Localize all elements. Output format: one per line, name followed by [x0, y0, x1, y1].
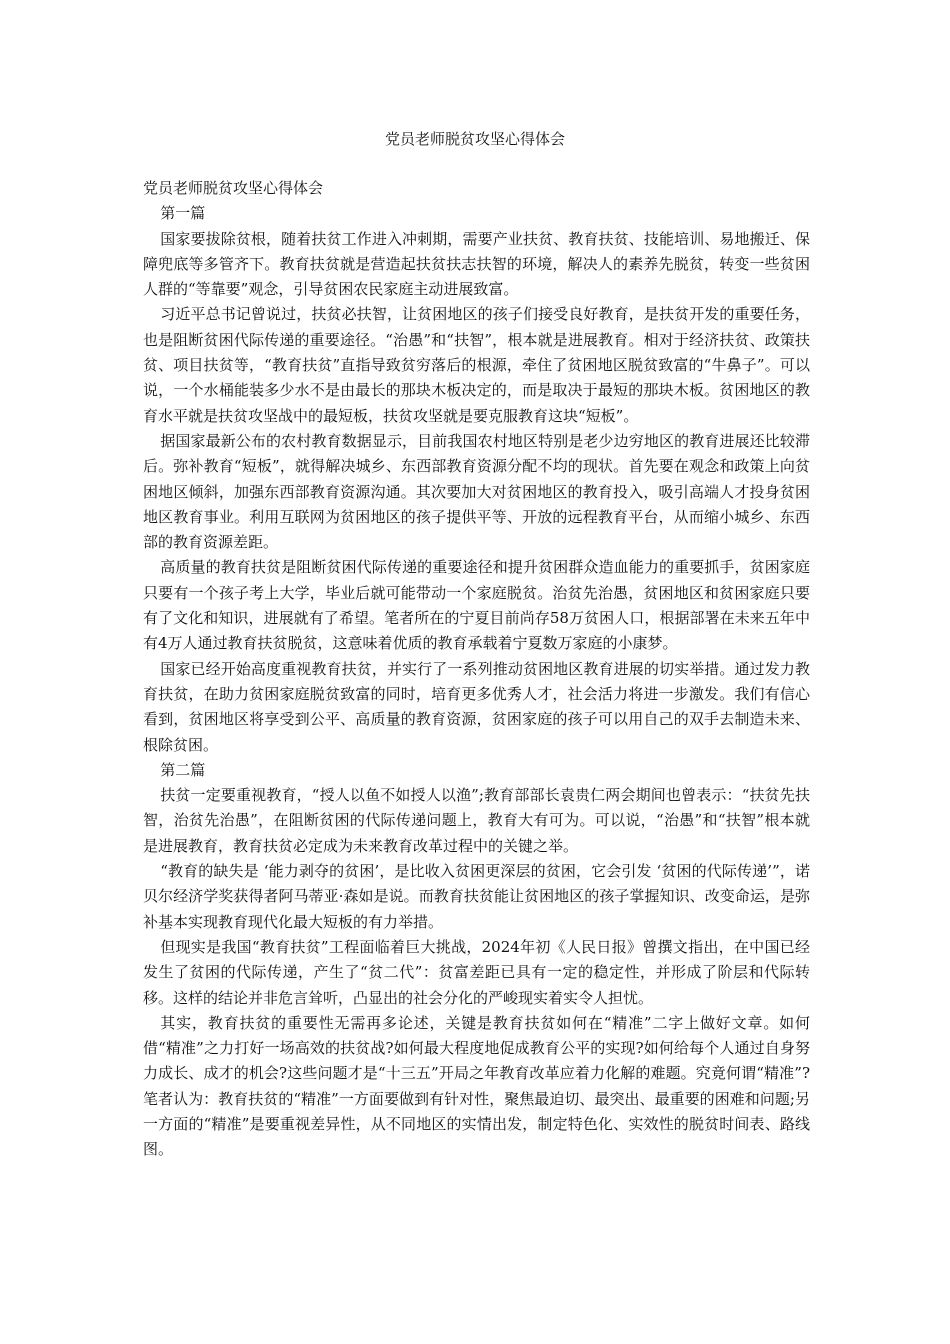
paragraph: “教育的缺失是 ‘能力剥夺的贫困’，是比收入贫困更深层的贫困，它会引发 ‘贫困的代际传递’”，诺贝尔经济学奖获得者阿马蒂亚·森如是说。而教育扶贫能让贫困地区的孩子掌握知识、改变命运，是弥补基本实现教育现代化最大短板的有力举措。	[143, 862, 810, 931]
paragraph: 高质量的教育扶贫是阻断贫困代际传递的重要途径和提升贫困群众造血能力的重要抓手，贫困家庭只要有一个孩子考上大学，毕业后就可能带动一个家庭脱贫。治贫先治愚，贫困地区和贫困家庭只要有了文化和知识，进展就有了希望。笔者所在的宁夏目前尚存58万贫困人口，根据部署在未来五年中有4万人通过教育扶贫脱贫，这意味着优质的教育承载着宁夏数万家庭的小康梦。	[143, 558, 810, 653]
paragraph: 国家要拔除贫根，随着扶贫工作进入冲刺期，需要产业扶贫、教育扶贫、技能培训、易地搬迁、保障兜底等多管齐下。教育扶贫就是营造起扶贫扶志扶智的环境，解决人的素养先脱贫，转变一些贫困人群的“等靠要”观念，引导贫困农民家庭主动进展致富。	[143, 229, 810, 299]
paragraph: 其实，教育扶贫的重要性无需再多论述，关键是教育扶贫如何在“精准”二字上做好文章。如何借“精准”之力打好一场高效的扶贫战?如何最大程度地促成教育公平的实现?如何给每个人通过自身努力成长、成才的机会?这些问题才是“十三五”开局之年教育改革应着力化解的难题。究竟何谓“精准”?笔者认为：教育扶贫的“精准”一方面要做到有针对性，聚焦最迫切、最突出、最重要的困难和问题;另一方面的“精准”是要重视差异性，从不同地区的实情出发，制定特色化、实效性的脱贫时间表、路线图。	[143, 1013, 810, 1159]
paragraph: 习近平总书记曾说过，扶贫必扶智，让贫困地区的孩子们接受良好教育，是扶贫开发的重要任务，也是阻断贫困代际传递的重要途径。“治愚”和“扶智”，根本就是进展教育。相对于经济扶贫、政策扶贫、项目扶贫等，“教育扶贫”直指导致贫穷落后的根源，牵住了贫困地区脱贫致富的“牛鼻子”。可以说，一个水桶能装多少水不是由最长的那块木板决定的，而是取决于最短的那块木板。贫困地区的教育水平就是扶贫攻坚战中的最短板，扶贫攻坚就是要克服教育这块“短板”。	[143, 305, 810, 425]
paragraph: 但现实是我国“教育扶贫”工程面临着巨大挑战，2024年初《人民日报》曾撰文指出，在中国已经发生了贫困的代际传递，产生了“贫二代”：贫富差距已具有一定的稳定性，并形成了阶层和代际转移。这样的结论并非危言耸听，凸显出的社会分化的严峻现实着实令人担忧。	[143, 937, 810, 1007]
document-title: 党员老师脱贫攻坚心得体会	[384, 130, 565, 148]
paragraph: 国家已经开始高度重视教育扶贫，并实行了一系列推动贫困地区教育进展的切实举措。通过发力教育扶贫，在助力贫困家庭脱贫致富的同时，培育更多优秀人才，社会活力将进一步激发。我们有信心看到，贫困地区将享受到公平、高质量的教育资源，贫困家庭的孩子可以用自己的双手去制造未来、根除贫困。	[143, 659, 810, 754]
document-body	[143, 176, 810, 1163]
section-heading-1: 第一篇	[160, 204, 206, 223]
section-heading-2: 第二篇	[160, 760, 206, 779]
paragraph: 据国家最新公布的农村教育数据显示，目前我国农村地区特别是老少边穷地区的教育进展还比较滞后。弥补教育“短板”，就得解决城乡、东西部教育资源分配不均的现状。首先要在观念和政策上向贫困地区倾斜，加强东西部教育资源沟通。其次要加大对贫困地区的教育投入，吸引高端人才投身贫困地区教育事业。利用互联网为贫困地区的孩子提供平等、开放的远程教育平台，从而缩小城乡、东西部的教育资源差距。	[143, 431, 810, 552]
paragraph: 扶贫一定要重视教育，“授人以鱼不如授人以渔”;教育部部长袁贵仁两会期间也曾表示：“扶贫先扶智，治贫先治愚”，在阻断贫困的代际传递问题上，教育大有可为。可以说，“治愚”和“扶智”根本就是进展教育，教育扶贫必定成为未来教育改革过程中的关键之举。	[143, 786, 810, 855]
document-subtitle: 党员老师脱贫攻坚心得体会	[143, 179, 324, 197]
